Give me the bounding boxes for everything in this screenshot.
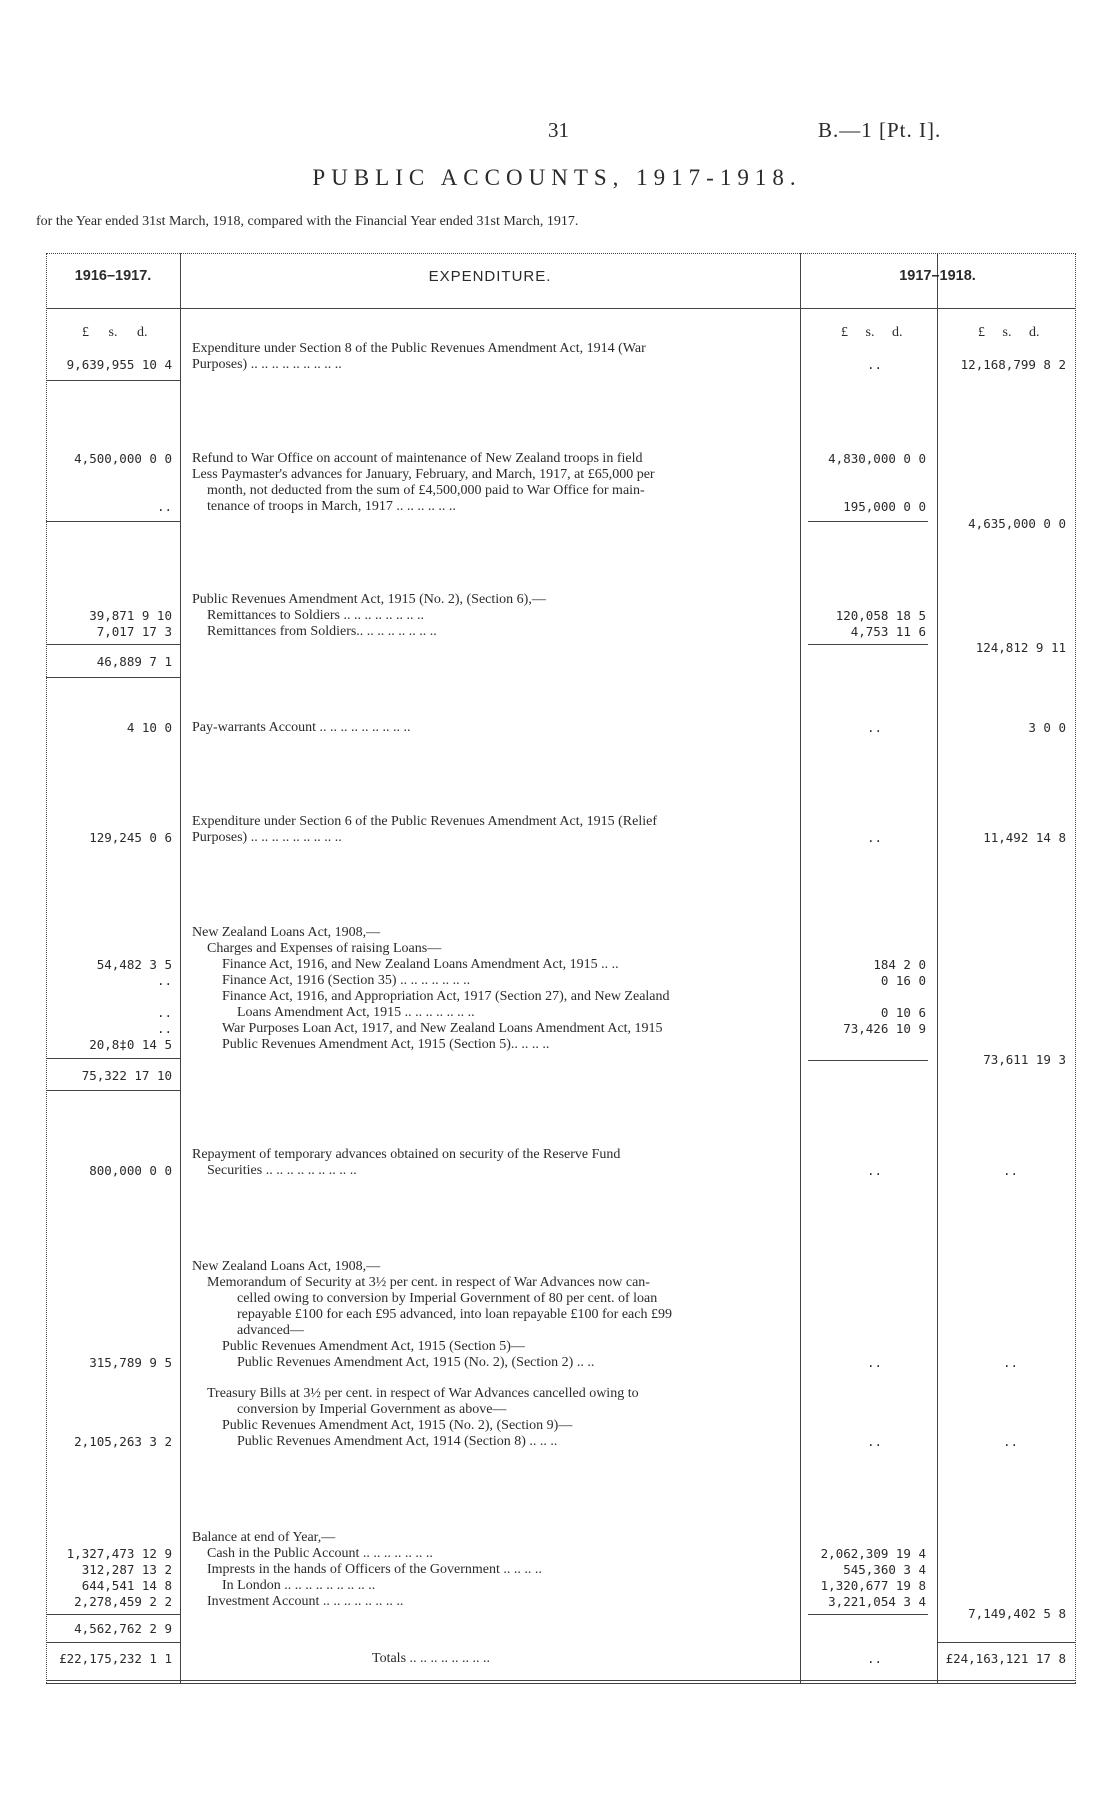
amount-right: 11,492 14 8 [983, 830, 1066, 845]
desc-line: celled owing to conversion by Imperial Government of 80 per cent. of loan [237, 1291, 658, 1306]
amount-prev: 4,500,000 0 0 [74, 451, 172, 466]
right-border [1075, 253, 1076, 1683]
amount-mid: .. [866, 1163, 882, 1178]
desc-line: Securities .. .. .. .. .. .. .. .. .. [207, 1163, 357, 1178]
amount-prev: .. [156, 1005, 172, 1020]
desc-line: repayable £100 for each £95 advanced, into loan repayable £100 for each £99 [237, 1307, 672, 1322]
desc-line: Refund to War Office on account of maintenance of New Zealand troops in field [192, 451, 643, 466]
amount-right: .. [1002, 1163, 1018, 1178]
desc-line: Public Revenues Amendment Act, 1915 (No. 2), (Section 6),— [192, 592, 546, 607]
amount-prev: 54,482 3 5 [96, 957, 172, 972]
desc-line: Cash in the Public Account .. .. .. .. .. .. .. [207, 1546, 433, 1561]
amount-right: 73,611 19 3 [983, 1052, 1066, 1067]
desc-line: Pay-warrants Account .. .. .. .. .. .. .. .. .. [192, 720, 411, 735]
desc-line: advanced— [237, 1323, 304, 1338]
rule [46, 380, 180, 381]
desc-line: conversion by Imperial Government as above— [237, 1402, 507, 1417]
col-divider-2 [800, 253, 801, 1683]
page-subtitle: for the Year ended 31st March, 1918, compared with the Financial Year ended 31st March, 1917. [36, 214, 579, 229]
desc-line: Memorandum of Security at 3½ per cent. in respect of War Advances now can- [207, 1275, 650, 1290]
amount-prev-total: 46,889 7 1 [96, 654, 172, 669]
desc-line: Investment Account .. .. .. .. .. .. .. .. [207, 1594, 404, 1609]
col-divider-3 [937, 253, 938, 1683]
desc-line: In London .. .. .. .. .. .. .. .. .. [222, 1578, 376, 1593]
amount-prev: 1,327,473 12 9 [66, 1546, 172, 1561]
header-rule [46, 308, 1076, 309]
desc-line: Finance Act, 1916 (Section 35) .. .. .. .. .. .. .. [222, 973, 471, 988]
amount-mid: 73,426 10 9 [843, 1021, 926, 1036]
document-reference: B.—1 [Pt. I]. [818, 118, 942, 142]
amount-mid: .. [866, 1434, 882, 1449]
units-prev: £ s. d. [82, 325, 148, 340]
amount-mid: 545,360 3 4 [843, 1562, 926, 1577]
desc-line: Public Revenues Amendment Act, 1915 (Section 5).. .. .. .. [222, 1037, 550, 1052]
desc-line: Public Revenues Amendment Act, 1914 (Section 8) .. .. .. [237, 1434, 558, 1449]
amount-prev-total: 4,562,762 2 9 [74, 1621, 172, 1636]
amount-right: 7,149,402 5 8 [968, 1606, 1066, 1621]
amount-mid: 195,000 0 0 [843, 499, 926, 514]
amount-prev: .. [156, 973, 172, 988]
desc-line: New Zealand Loans Act, 1908,— [192, 925, 381, 940]
amount-mid: 184 2 0 [873, 957, 926, 972]
desc-line: War Purposes Loan Act, 1917, and New Zealand Loans Amendment Act, 1915 [222, 1021, 663, 1036]
total-prev: £22,175,232 1 1 [59, 1651, 172, 1666]
column-head-1916-1917: 1916–1917. [74, 268, 152, 284]
amount-prev: 7,017 17 3 [96, 624, 172, 639]
amount-prev: 2,105,263 3 2 [74, 1434, 172, 1449]
amount-mid: 120,058 18 5 [835, 608, 926, 623]
amount-mid: 1,320,677 19 8 [820, 1578, 926, 1593]
page-number: 31 [548, 118, 569, 142]
table-top-rule [46, 253, 1076, 254]
desc-line: Charges and Expenses of raising Loans— [207, 941, 442, 956]
bottom-rule-1 [46, 1680, 1076, 1681]
desc-line: tenance of troops in March, 1917 .. .. .. .. .. .. [207, 499, 456, 514]
left-border [46, 253, 47, 1683]
totals-label: Totals .. .. .. .. .. .. .. .. [372, 1651, 491, 1666]
amount-prev: 2,278,459 2 2 [74, 1594, 172, 1609]
rule [46, 1614, 180, 1615]
rule [46, 677, 180, 678]
amount-mid: .. [866, 1355, 882, 1370]
amount-mid: 2,062,309 19 4 [820, 1546, 926, 1561]
amount-right: 12,168,799 8 2 [960, 357, 1066, 372]
amount-mid: 0 10 6 [880, 1005, 926, 1020]
amount-mid: .. [866, 830, 882, 845]
desc-line: Balance at end of Year,— [192, 1530, 336, 1545]
amount-right: 3 0 0 [1028, 720, 1066, 735]
desc-line: month, not deducted from the sum of £4,500,000 paid to War Office for main- [207, 483, 645, 498]
amount-right: 124,812 9 11 [975, 640, 1066, 655]
desc-line: Less Paymaster's advances for January, February, and March, 1917, at £65,000 per [192, 467, 655, 482]
desc-line: Loans Amendment Act, 1915 .. .. .. .. .. .. .. [237, 1005, 475, 1020]
column-head-1917-1918: 1917–1918. [899, 268, 976, 284]
desc-line: Purposes) .. .. .. .. .. .. .. .. .. [192, 357, 342, 372]
amount-right: .. [1002, 1355, 1018, 1370]
amount-prev: 39,871 9 10 [89, 608, 172, 623]
rule [808, 1614, 928, 1615]
page-title: PUBLIC ACCOUNTS, 1917-1918. [312, 165, 802, 190]
desc-line: Remittances from Soldiers.. .. .. .. .. .. .. .. [207, 624, 437, 639]
desc-line: Remittances to Soldiers .. .. .. .. .. .. .. .. [207, 608, 424, 623]
column-head-expenditure: EXPENDITURE. [428, 268, 552, 285]
desc-line: Public Revenues Amendment Act, 1915 (No. 2), (Section 2) .. .. [237, 1355, 595, 1370]
amount-mid: 0 16 0 [880, 973, 926, 988]
rule [46, 521, 180, 522]
amount-mid: .. [866, 357, 882, 372]
amount-prev: 800,000 0 0 [89, 1163, 172, 1178]
amount-mid: 4,830,000 0 0 [828, 451, 926, 466]
col-divider-1 [180, 253, 181, 1683]
desc-line: Repayment of temporary advances obtained on security of the Reserve Fund [192, 1147, 621, 1162]
amount-prev: 644,541 14 8 [81, 1578, 172, 1593]
desc-line: New Zealand Loans Act, 1908,— [192, 1259, 381, 1274]
amount-prev: 129,245 0 6 [89, 830, 172, 845]
amount-prev-total: 75,322 17 10 [81, 1068, 172, 1083]
desc-line: Finance Act, 1916, and New Zealand Loans Amendment Act, 1915 .. .. [222, 957, 619, 972]
rule [937, 1642, 1075, 1643]
amount-prev: 9,639,955 10 4 [66, 357, 172, 372]
amount-prev: 312,287 13 2 [81, 1562, 172, 1577]
amount-prev: 4 10 0 [126, 720, 172, 735]
desc-line: Purposes) .. .. .. .. .. .. .. .. .. [192, 830, 342, 845]
desc-line: Expenditure under Section 6 of the Public Revenues Amendment Act, 1915 (Relief [192, 814, 658, 829]
rule [808, 644, 928, 645]
rule [808, 521, 928, 522]
desc-line: Treasury Bills at 3½ per cent. in respect of War Advances cancelled owing to [207, 1386, 639, 1401]
amount-mid: .. [866, 720, 882, 735]
amount-mid: 3,221,054 3 4 [828, 1594, 926, 1609]
amount-prev: 315,789 9 5 [89, 1355, 172, 1370]
rule [46, 1058, 180, 1059]
bottom-rule-2 [46, 1683, 1076, 1684]
total-mid: .. [866, 1651, 882, 1666]
units-mid: £ s. d. [841, 325, 903, 340]
rule [46, 1090, 180, 1091]
desc-line: Expenditure under Section 8 of the Public Revenues Amendment Act, 1914 (War [192, 341, 646, 356]
amount-prev: 20,8‡0 14 5 [89, 1037, 172, 1052]
amount-right: .. [1002, 1434, 1018, 1449]
rule [808, 1060, 928, 1061]
amount-prev: .. [156, 1021, 172, 1036]
total-right: £24,163,121 17 8 [945, 1651, 1066, 1666]
desc-line: Finance Act, 1916, and Appropriation Act, 1917 (Section 27), and New Zealand [222, 989, 670, 1004]
units-right: £ s. d. [978, 325, 1040, 340]
amount-prev: .. [156, 499, 172, 514]
rule [46, 1642, 180, 1643]
amount-mid: 4,753 11 6 [850, 624, 926, 639]
amount-right: 4,635,000 0 0 [968, 516, 1066, 531]
rule [46, 644, 180, 645]
desc-line: Imprests in the hands of Officers of the Government .. .. .. .. [207, 1562, 542, 1577]
desc-line: Public Revenues Amendment Act, 1915 (No. 2), (Section 9)— [222, 1418, 573, 1433]
desc-line: Public Revenues Amendment Act, 1915 (Section 5)— [222, 1339, 525, 1354]
